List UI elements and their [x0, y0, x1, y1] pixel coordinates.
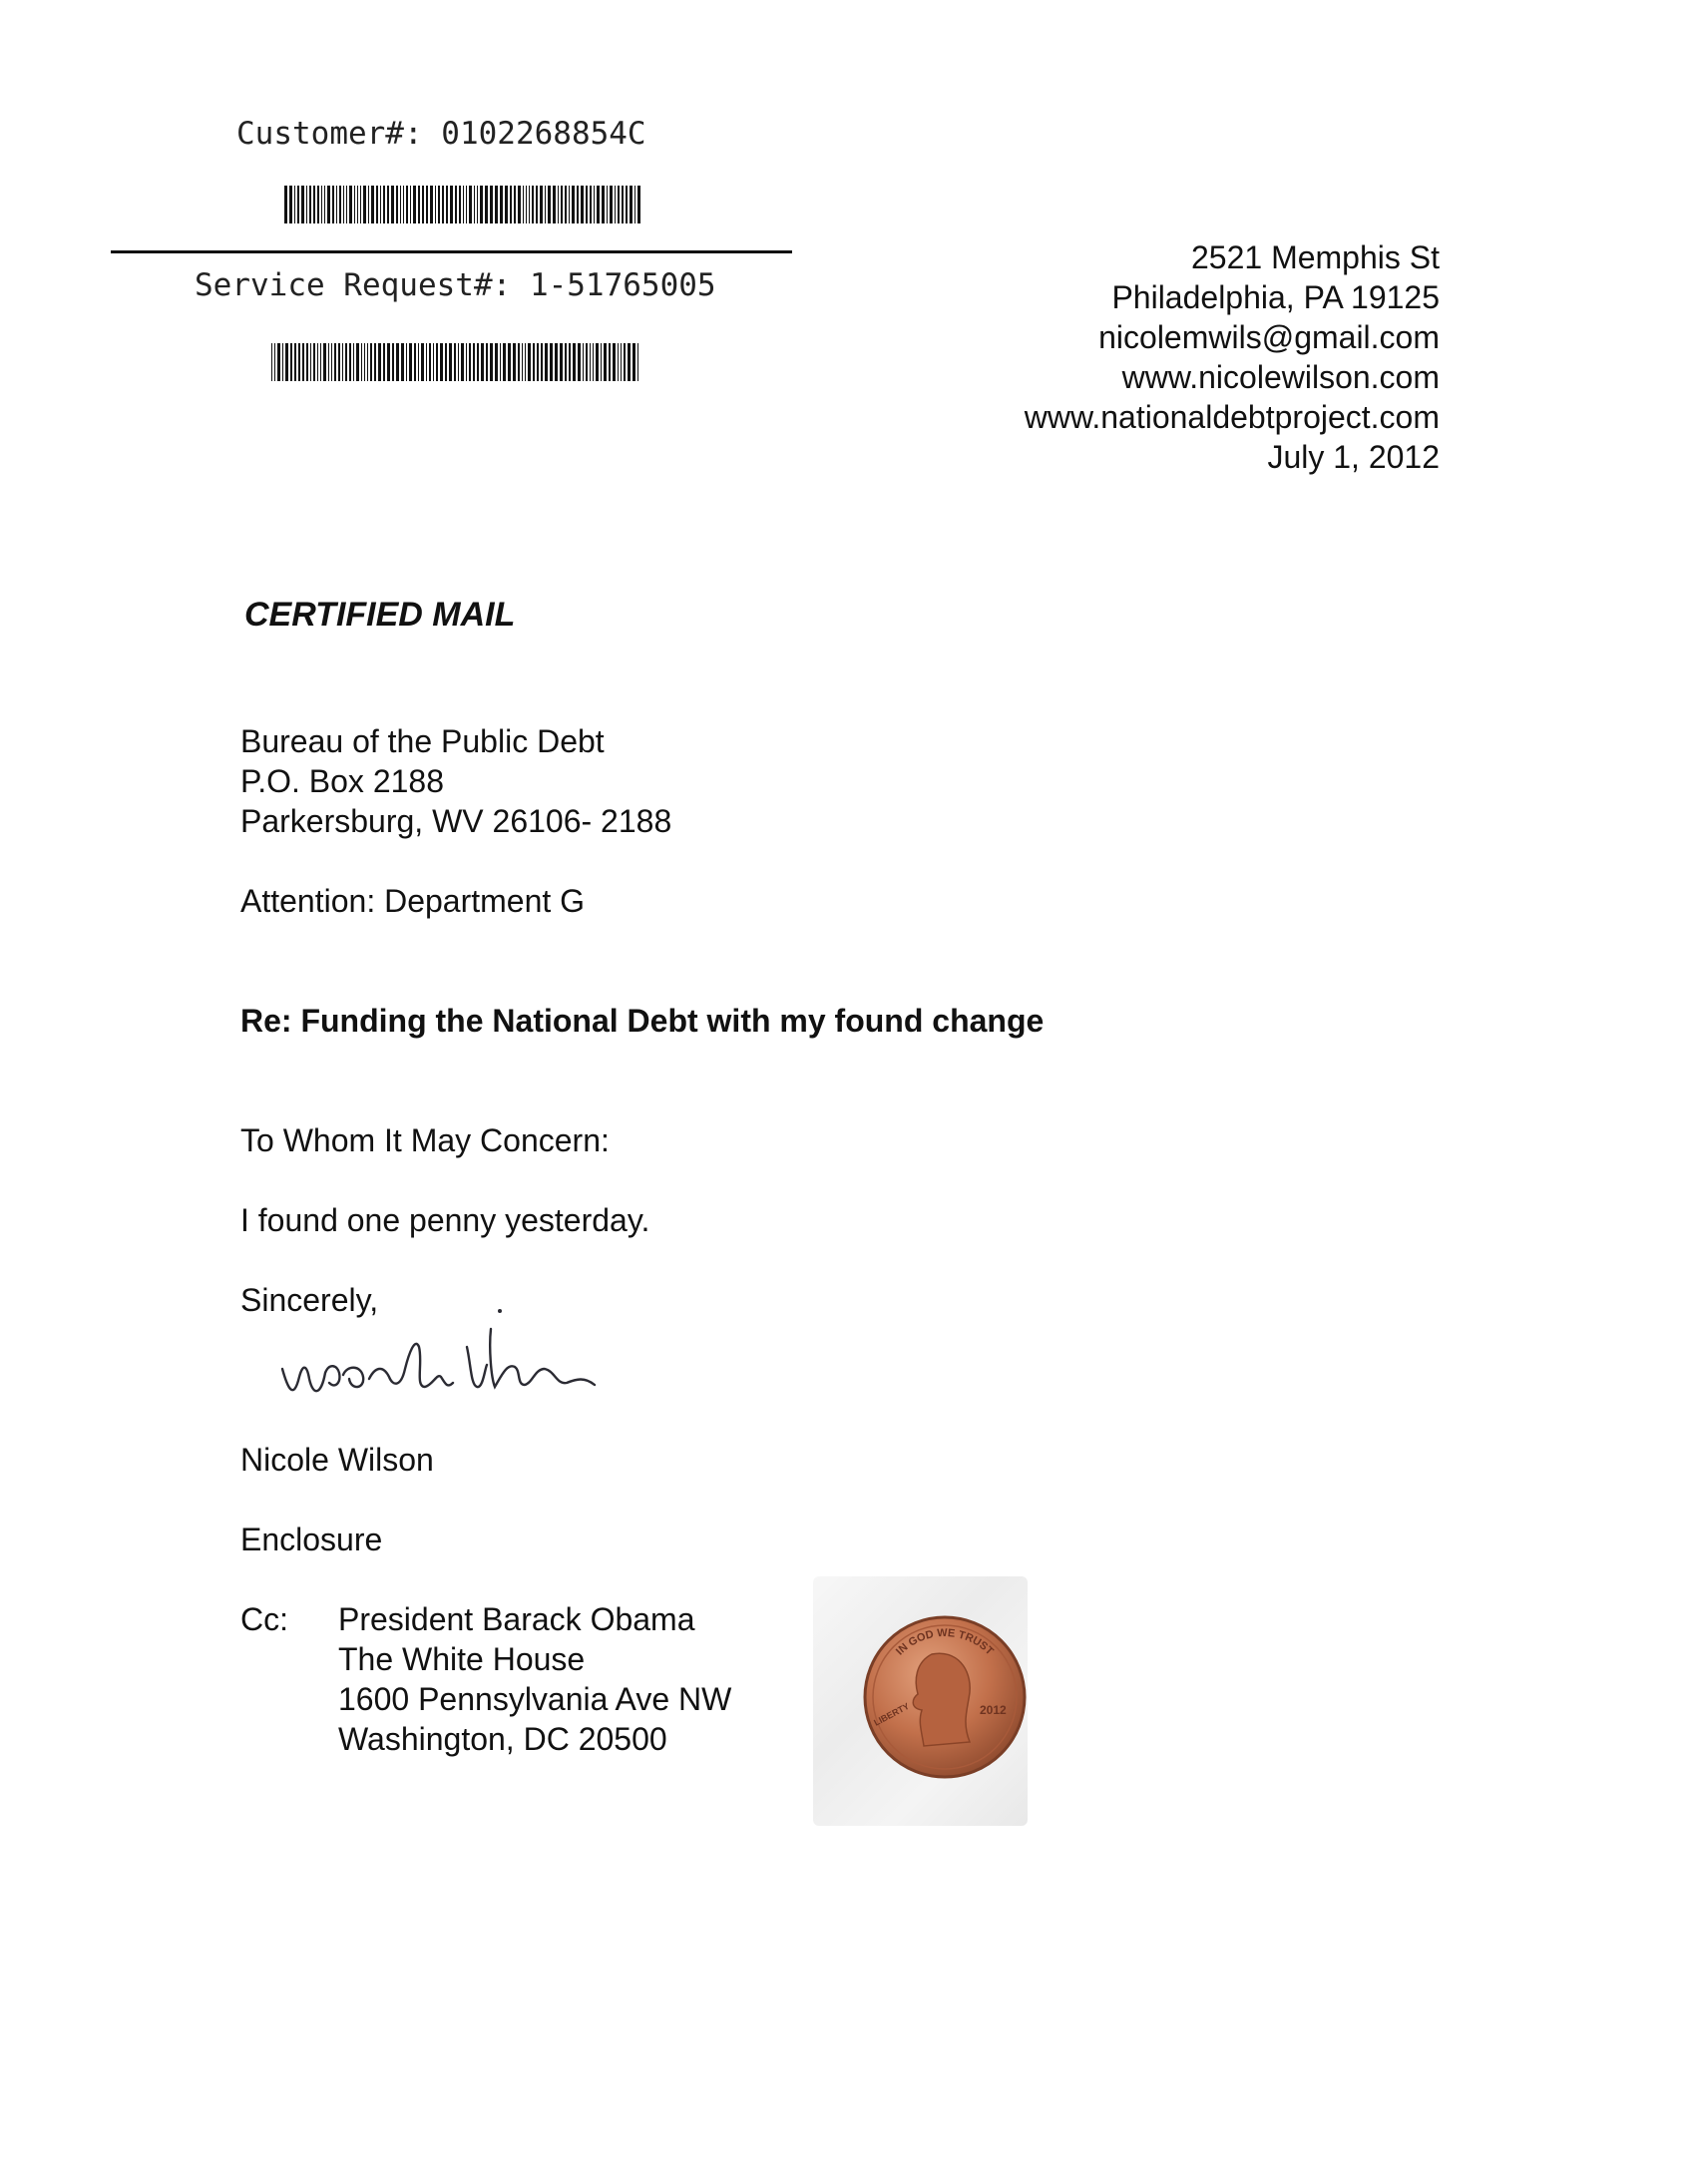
- barcode-bar: [553, 186, 556, 223]
- recipient-name: Bureau of the Public Debt: [240, 723, 605, 759]
- barcode-bar: [486, 343, 488, 381]
- barcode-bar: [607, 186, 608, 223]
- barcode-bar: [613, 343, 616, 381]
- barcode-bar: [371, 186, 374, 223]
- barcode-bar: [555, 343, 558, 381]
- barcode-bar: [545, 186, 546, 223]
- barcode-bar: [626, 186, 628, 223]
- barcode-bar: [522, 343, 523, 381]
- barcode-bar: [514, 186, 516, 223]
- barcode-bar: [306, 343, 308, 381]
- barcode-bar: [271, 343, 272, 381]
- barcode-bar: [301, 186, 304, 223]
- barcode-bar: [503, 343, 506, 381]
- barcode-bar: [360, 186, 361, 223]
- cc-recipient: [338, 1599, 731, 1759]
- barcode-bar: [387, 343, 390, 381]
- barcode-bar: [545, 343, 548, 381]
- barcode-bar: [380, 186, 381, 223]
- barcode-bar: [473, 343, 475, 381]
- barcode-bar: [540, 186, 543, 223]
- penny-coin-image: [862, 1614, 1028, 1780]
- barcode-bar: [328, 343, 329, 381]
- barcode-bar: [601, 343, 602, 381]
- barcode-bar: [578, 343, 581, 381]
- barcode-bar: [429, 343, 431, 381]
- barcode-bar: [313, 186, 315, 223]
- sender-project-website: www.nationaldebtproject.com: [1024, 399, 1440, 435]
- barcode-bar: [418, 343, 419, 381]
- barcode-bar: [458, 343, 459, 381]
- barcode-bar: [323, 343, 326, 381]
- barcode-bar: [345, 343, 347, 381]
- barcode-bar: [422, 186, 424, 223]
- barcode-bar: [282, 343, 283, 381]
- barcode-bar: [477, 186, 478, 223]
- barcode-bar: [637, 343, 638, 381]
- barcode-bar: [610, 186, 613, 223]
- sender-address: [1025, 237, 1440, 477]
- barcode-bar: [368, 186, 369, 223]
- barcode-bar: [609, 343, 611, 381]
- barcode-bar: [463, 186, 464, 223]
- barcode-bar: [410, 186, 411, 223]
- barcode-bar: [583, 343, 584, 381]
- barcode-bar: [363, 186, 366, 223]
- barcode-bar: [285, 343, 288, 381]
- barcode-bar: [349, 186, 352, 223]
- barcode-bar: [525, 343, 526, 381]
- barcode-bar: [353, 343, 354, 381]
- service-request-barcode: [271, 343, 640, 381]
- barcode-bar: [438, 186, 440, 223]
- barcode-bar: [310, 343, 311, 381]
- barcode-bar: [495, 186, 498, 223]
- barcode-bar: [378, 343, 381, 381]
- barcode-bar: [290, 343, 292, 381]
- recipient-po-box: P.O. Box 2188: [240, 763, 444, 799]
- barcode-bar: [418, 186, 420, 223]
- barcode-bar: [306, 186, 307, 223]
- barcode-bar: [490, 186, 493, 223]
- barcode-bar: [421, 343, 424, 381]
- cc-city: Washington, DC 20500: [338, 1721, 667, 1757]
- barcode-bar: [320, 343, 321, 381]
- barcode-bar: [406, 186, 408, 223]
- barcode-bar: [459, 186, 461, 223]
- barcode-bar: [455, 186, 457, 223]
- barcode-bar: [403, 186, 404, 223]
- sender-website: www.nicolewilson.com: [1121, 359, 1440, 395]
- barcode-bar: [277, 343, 280, 381]
- sender-city: Philadelphia, PA 19125: [1111, 279, 1440, 315]
- barcode-bar: [387, 186, 389, 223]
- barcode-bar: [435, 186, 436, 223]
- barcode-bar: [334, 343, 336, 381]
- cc-street: 1600 Pennsylvania Ave NW: [338, 1681, 732, 1717]
- barcode-bar: [321, 186, 322, 223]
- barcode-bar: [336, 186, 337, 223]
- barcode-bar: [426, 186, 428, 223]
- barcode-bar: [466, 343, 467, 381]
- barcode-bar: [550, 343, 553, 381]
- barcode-bar: [541, 343, 543, 381]
- barcode-bar: [294, 343, 296, 381]
- cc-org: The White House: [338, 1641, 586, 1677]
- barcode-bar: [294, 186, 295, 223]
- penny-year: 2012: [980, 1703, 1007, 1717]
- barcode-bar: [477, 343, 479, 381]
- barcode-bar: [317, 186, 319, 223]
- barcode-bar: [630, 186, 633, 223]
- barcode-bar: [573, 343, 576, 381]
- barcode-bar: [406, 343, 407, 381]
- barcode-bar: [529, 186, 530, 223]
- barcode-bar: [339, 186, 341, 223]
- barcode-bar: [604, 343, 607, 381]
- barcode-bar: [356, 343, 359, 381]
- recipient-city: Parkersburg, WV 26106- 2188: [240, 803, 672, 839]
- barcode-bar: [618, 186, 620, 223]
- certified-mail-heading: CERTIFIED MAIL: [244, 596, 516, 634]
- barcode-bar: [354, 186, 355, 223]
- barcode-bar: [500, 186, 503, 223]
- barcode-bar: [324, 186, 325, 223]
- body-paragraph: I found one penny yesterday.: [240, 1202, 650, 1238]
- barcode-bar: [445, 343, 447, 381]
- barcode-bar: [414, 343, 416, 381]
- barcode-bar: [597, 186, 600, 223]
- barcode-bar: [518, 186, 521, 223]
- barcode-bar: [510, 186, 512, 223]
- barcode-bar: [454, 343, 456, 381]
- barcode-bar: [469, 186, 472, 223]
- barcode-bar: [426, 343, 427, 381]
- barcode-bar: [634, 186, 635, 223]
- barcode-bar: [602, 186, 605, 223]
- sender-email: nicolemwils@gmail.com: [1098, 319, 1440, 355]
- barcode-bar: [624, 343, 626, 381]
- sender-street: 2521 Memphis St: [1190, 239, 1440, 275]
- barcode-bar: [331, 343, 332, 381]
- barcode-bar: [449, 343, 452, 381]
- barcode-bar: [537, 343, 539, 381]
- barcode-bar: [523, 186, 524, 223]
- barcode-bar: [569, 186, 570, 223]
- barcode-bar: [481, 343, 484, 381]
- barcode-bar: [577, 186, 579, 223]
- barcode-bar: [526, 186, 527, 223]
- barcode-bar: [490, 343, 493, 381]
- barcode-bar: [586, 186, 588, 223]
- barcode-bar: [513, 343, 516, 381]
- barcode-bar: [500, 343, 501, 381]
- barcode-bar: [621, 343, 622, 381]
- barcode-bar: [474, 186, 475, 223]
- barcode-bar: [440, 343, 443, 381]
- barcode-bar: [528, 343, 531, 381]
- barcode-bar: [628, 343, 631, 381]
- barcode-bar: [436, 343, 438, 381]
- barcode-bar: [343, 186, 344, 223]
- subject-line: Re: Funding the National Debt with my found change: [240, 1003, 1045, 1039]
- barcode-bar: [338, 343, 340, 381]
- attention-line: Attention: Department G: [240, 883, 586, 919]
- service-request-number: Service Request#: 1-51765005: [195, 267, 716, 303]
- barcode-bar: [633, 343, 635, 381]
- customer-number: Customer#: 0102268854C: [236, 116, 646, 152]
- barcode-bar: [593, 343, 594, 381]
- letter-date: July 1, 2012: [1267, 439, 1440, 475]
- cc-name: President Barack Obama: [338, 1601, 695, 1637]
- barcode-bar: [581, 186, 584, 223]
- barcode-bar: [533, 343, 535, 381]
- barcode-bar: [284, 186, 287, 223]
- barcode-bar: [572, 186, 575, 223]
- barcode-bar: [586, 343, 588, 381]
- barcode-bar: [361, 343, 362, 381]
- barcode-bar: [565, 343, 567, 381]
- barcode-bar: [391, 186, 394, 223]
- barcode-bar: [346, 186, 347, 223]
- penny-liberty: LIBERTY: [872, 1700, 911, 1728]
- barcode-bar: [561, 186, 563, 223]
- barcode-bar: [560, 343, 563, 381]
- barcode-bar: [446, 186, 448, 223]
- barcode-bar: [565, 186, 567, 223]
- barcode-bar: [433, 343, 434, 381]
- barcode-bar: [618, 343, 619, 381]
- barcode-bar: [442, 186, 444, 223]
- barcode-bar: [495, 343, 498, 381]
- barcode-bar: [532, 186, 534, 223]
- barcode-bar: [370, 343, 372, 381]
- barcode-bar: [374, 343, 376, 381]
- barcode-bar: [367, 343, 368, 381]
- customer-barcode: [284, 186, 642, 223]
- barcode-bar: [430, 186, 433, 223]
- barcode-bar: [383, 186, 385, 223]
- barcode-bar: [349, 343, 351, 381]
- barcode-bar: [342, 343, 343, 381]
- barcode-bar: [289, 186, 292, 223]
- barcode-bar: [466, 186, 467, 223]
- barcode-bar: [518, 343, 520, 381]
- closing: Sincerely,: [240, 1282, 379, 1318]
- barcode-bar: [469, 343, 471, 381]
- barcode-bar: [364, 343, 365, 381]
- barcode-bar: [505, 186, 508, 223]
- barcode-bar: [332, 186, 334, 223]
- barcode-bar: [413, 186, 416, 223]
- barcode-bar: [302, 343, 304, 381]
- barcode-bar: [298, 343, 300, 381]
- barcode-bar: [401, 343, 404, 381]
- enclosure-note: Enclosure: [240, 1522, 383, 1557]
- cc-label: Cc:: [240, 1601, 288, 1637]
- signer-name: Nicole Wilson: [240, 1442, 434, 1478]
- barcode-bar: [590, 343, 591, 381]
- barcode-bar: [622, 186, 624, 223]
- divider-line: [111, 250, 792, 253]
- barcode-bar: [357, 186, 358, 223]
- penny-motto: IN GOD WE TRUST: [894, 1626, 996, 1658]
- barcode-bar: [313, 343, 315, 381]
- barcode-bar: [396, 186, 398, 223]
- barcode-bar: [590, 186, 592, 223]
- barcode-bar: [297, 186, 299, 223]
- barcode-bar: [485, 186, 488, 223]
- barcode-bar: [536, 186, 538, 223]
- barcode-bar: [274, 343, 275, 381]
- barcode-bar: [594, 186, 595, 223]
- barcode-bar: [309, 186, 311, 223]
- barcode-bar: [637, 186, 640, 223]
- barcode-bar: [558, 186, 559, 223]
- barcode-bar: [548, 186, 551, 223]
- barcode-bar: [480, 186, 483, 223]
- signature-image: [277, 1307, 656, 1417]
- barcode-bar: [450, 186, 453, 223]
- barcode-bar: [508, 343, 511, 381]
- barcode-bar: [461, 343, 464, 381]
- barcode-bar: [615, 186, 616, 223]
- barcode-bar: [392, 343, 394, 381]
- barcode-bar: [396, 343, 399, 381]
- salutation: To Whom It May Concern:: [240, 1122, 610, 1158]
- barcode-bar: [596, 343, 599, 381]
- barcode-bar: [409, 343, 412, 381]
- barcode-bar: [317, 343, 318, 381]
- barcode-bar: [400, 186, 401, 223]
- barcode-bar: [376, 186, 378, 223]
- barcode-bar: [569, 343, 571, 381]
- barcode-bar: [383, 343, 385, 381]
- barcode-bar: [327, 186, 330, 223]
- recipient-address: [240, 721, 671, 841]
